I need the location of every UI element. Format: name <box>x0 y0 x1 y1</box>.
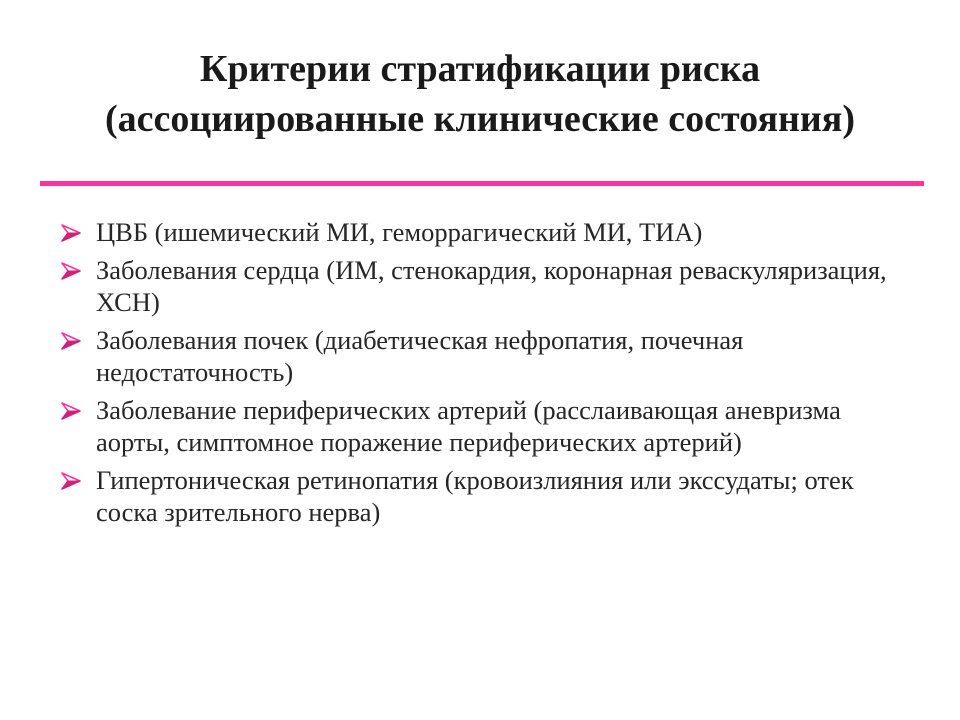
list-item-text: Заболевание периферических артерий (расслаивающая аневризма аорты, симптомное поражение периферических артерий) <box>96 395 841 457</box>
arrow-bullet-icon <box>60 331 82 351</box>
list-item <box>60 394 920 458</box>
bullet-list <box>60 216 920 534</box>
arrow-bullet-icon <box>60 471 82 491</box>
list-item <box>60 324 920 388</box>
slide-title <box>0 44 960 144</box>
list-item-text: Гипертоническая ретинопатия (кровоизлияния или экссудаты; отек соска зрительного нерва) <box>96 465 854 527</box>
arrow-bullet-icon <box>60 223 82 243</box>
list-item <box>60 216 920 248</box>
list-item-text: ЦВБ (ишемический МИ, геморрагический МИ, ТИА) <box>96 217 703 247</box>
list-item-text: Заболевания сердца (ИМ, стенокардия, коронарная реваскуляризация, ХСН) <box>96 255 887 317</box>
list-item <box>60 464 920 528</box>
title-divider <box>40 181 924 186</box>
list-item <box>60 254 920 318</box>
arrow-bullet-icon <box>60 261 82 281</box>
slide-title-line-2: (ассоциированные клинические состояния) <box>104 98 856 140</box>
slide-title-line-1: Критерии стратификации риска <box>199 48 761 90</box>
arrow-bullet-icon <box>60 401 82 421</box>
list-item-text: Заболевания почек (диабетическая нефропатия, почечная недостаточность) <box>96 325 744 387</box>
